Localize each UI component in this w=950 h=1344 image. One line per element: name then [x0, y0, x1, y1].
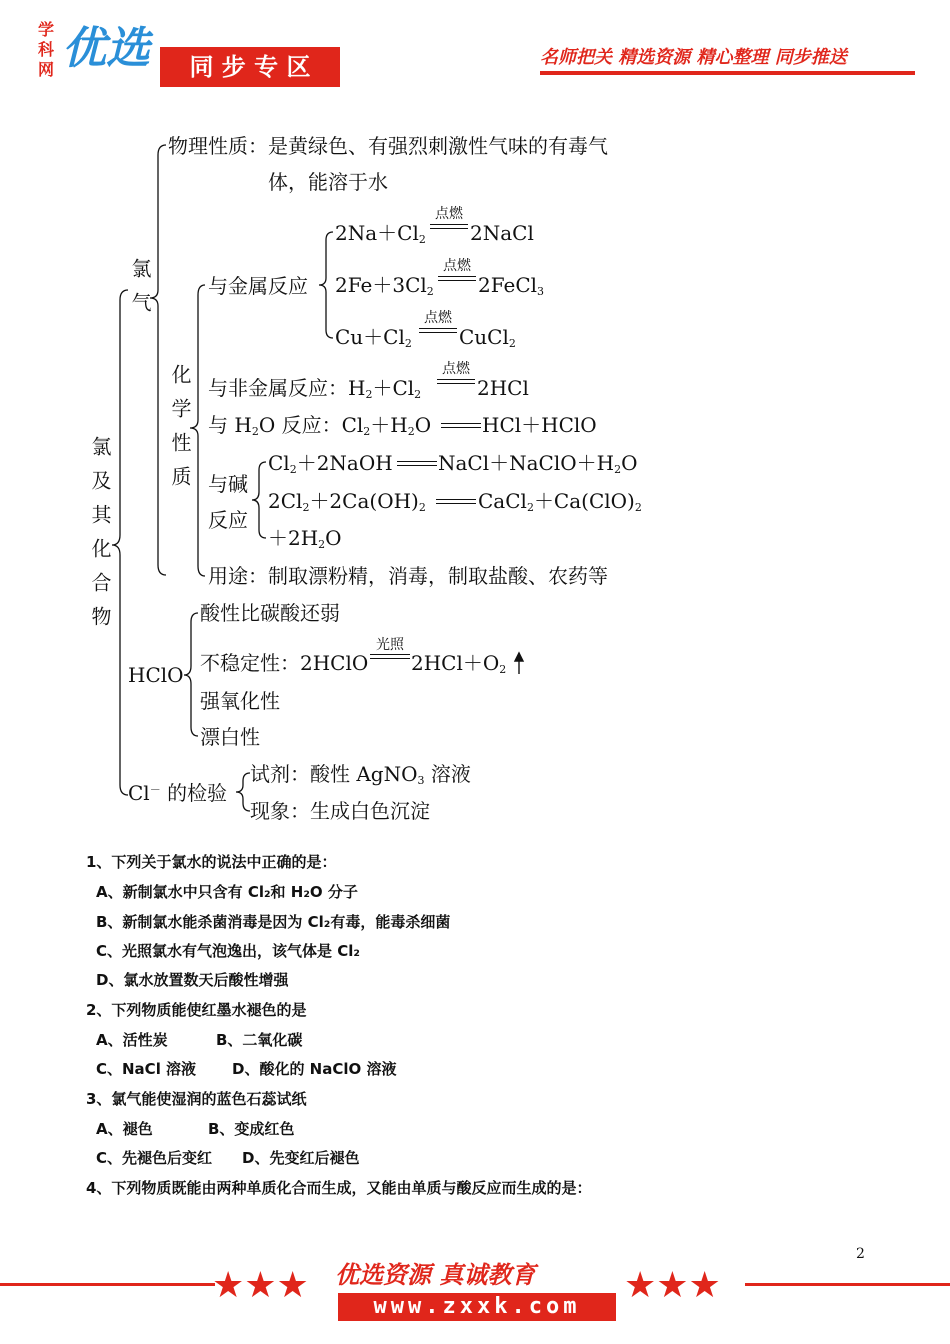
- q2-stem: 2、下列物质能使红墨水褪色的是: [86, 1001, 307, 1019]
- water-reaction: 与 $H_2O$ 反应：$Cl_2+H_2O$: [208, 413, 432, 438]
- footer-stars-left: ★★★: [212, 1265, 309, 1306]
- eq-cu: $Cu+Cl_2$: [335, 325, 412, 350]
- eq-na: $2Na+Cl_2$: [335, 221, 426, 246]
- eq-cu-arrow: 点燃: [419, 311, 457, 333]
- nonmetal-reaction: 与非金属反应：$H_2+Cl_2$: [208, 376, 422, 401]
- gas-arrow-icon: [515, 653, 523, 674]
- base-eq2-equals: [436, 499, 476, 504]
- q3-option-c: C、先褪色后变红: [96, 1149, 213, 1167]
- root-label: 氯及其化合物: [88, 436, 112, 640]
- q3-option-d: D、先变红后褪色: [242, 1149, 360, 1167]
- nonmetal-arrow: 点燃: [437, 362, 475, 384]
- hclo-acidity: 酸性比碳酸还弱: [200, 601, 340, 625]
- q4-stem: 4、下列物质既能由两种单质化合而生成，又能由单质与酸反应而生成的是：: [86, 1179, 592, 1197]
- cl-test-label: Cl－ 的检验: [128, 781, 228, 805]
- base-eq1-product: $NaCl+NaClO+H_2O$: [438, 451, 638, 476]
- q1-option-c: C、光照氯水有气泡逸出，该气体是 Cl₂: [96, 942, 360, 960]
- base-eq1: $Cl_2+2NaOH$: [268, 451, 393, 476]
- bracket-base: [252, 462, 266, 538]
- chemical-label: 化学性质: [168, 364, 192, 500]
- cl-test-phenomenon: 现象：生成白色沉淀: [250, 799, 430, 823]
- hclo-arrow: 光照: [370, 638, 410, 659]
- eq-fe-arrow: 点燃: [438, 259, 476, 281]
- logo-left: 学科网: [38, 20, 55, 79]
- physical-property-line1: 物理性质：是黄绿色、有强烈刺激性气味的有毒气: [168, 134, 608, 158]
- page-number: 2: [856, 1246, 865, 1262]
- metal-reaction-label: 与金属反应: [208, 274, 308, 298]
- base-eq2-product: $CaCl_2+Ca(ClO)_2$: [478, 489, 642, 514]
- q2-option-b: B、二氧化碳: [216, 1031, 303, 1049]
- eq-na-arrow: 点燃: [430, 207, 468, 229]
- nonmetal-product: 2HCl: [477, 376, 529, 400]
- q2-option-c: C、NaCl 溶液: [96, 1060, 197, 1078]
- hclo-oxidizing: 强氧化性: [200, 689, 280, 713]
- base-eq2: $2Cl_2+2Ca(OH)_2$: [268, 489, 426, 514]
- logo-main: 优选: [62, 23, 150, 74]
- eq-na-product: 2NaCl: [470, 221, 534, 245]
- q2-option-d: D、酸化的 NaClO 溶液: [232, 1060, 397, 1078]
- q1-option-a: A、新制氯水中只含有 Cl₂和 H₂O 分子: [96, 883, 358, 901]
- q1-option-b: B、新制氯水能杀菌消毒是因为 Cl₂有毒，能毒杀细菌: [96, 913, 451, 931]
- use-line: 用途：制取漂粉精，消毒，制取盐酸、农药等: [208, 564, 608, 588]
- base-eq1-equals: [397, 461, 437, 466]
- footer-rule-left: [0, 1283, 215, 1286]
- base-reaction-label-2: 反应: [208, 508, 248, 532]
- bracket-hclo: [184, 613, 198, 736]
- cl-test-reagent: 试剂：酸性 AgNO$_3$ 溶液: [250, 762, 471, 787]
- q1-stem: 1、下列关于氯水的说法中正确的是：: [86, 853, 337, 871]
- base-eq2-cont: $+2H_2O$: [268, 526, 342, 551]
- base-reaction-label-1: 与碱: [208, 472, 248, 496]
- water-equals: [441, 423, 481, 428]
- water-product: HCl＋HClO: [482, 413, 597, 437]
- hclo-instability: 不稳定性：2HClO: [200, 651, 369, 675]
- hclo-label: HClO: [128, 663, 184, 687]
- footer-slogan: 优选资源 真诚教育: [335, 1261, 536, 1289]
- chlorine-label: 氯气: [128, 258, 152, 326]
- hclo-bleaching: 漂白性: [200, 725, 260, 749]
- q2-option-a: A、活性炭: [96, 1031, 168, 1049]
- eq-cu-product: CuCl$_2$: [459, 325, 516, 350]
- q3-stem: 3、氯气能使湿润的蓝色石蕊试纸: [86, 1090, 307, 1108]
- footer-rule-right: [745, 1283, 950, 1286]
- bracket-chlorine: [150, 145, 166, 575]
- physical-property-line2: 体，能溶于水: [268, 170, 388, 194]
- footer-url: www.zxxk.com: [338, 1293, 616, 1321]
- header-badge: 同 步 专 区: [160, 47, 340, 87]
- q3-option-b: B、变成红色: [208, 1120, 295, 1138]
- eq-fe-product: 2FeCl$_3$: [478, 273, 545, 298]
- q3-option-a: A、褪色: [96, 1120, 153, 1138]
- bracket-cltest: [236, 773, 250, 811]
- footer-stars-right: ★★★: [624, 1265, 721, 1306]
- hclo-product: $2HCl+O_2$: [411, 651, 507, 676]
- bracket-metal: [319, 232, 333, 338]
- eq-fe: $2Fe+3Cl_2$: [335, 273, 434, 298]
- header-slogan: 名师把关 精选资源 精心整理 同步推送: [540, 47, 847, 68]
- q1-option-d: D、氯水放置数天后酸性增强: [96, 971, 289, 989]
